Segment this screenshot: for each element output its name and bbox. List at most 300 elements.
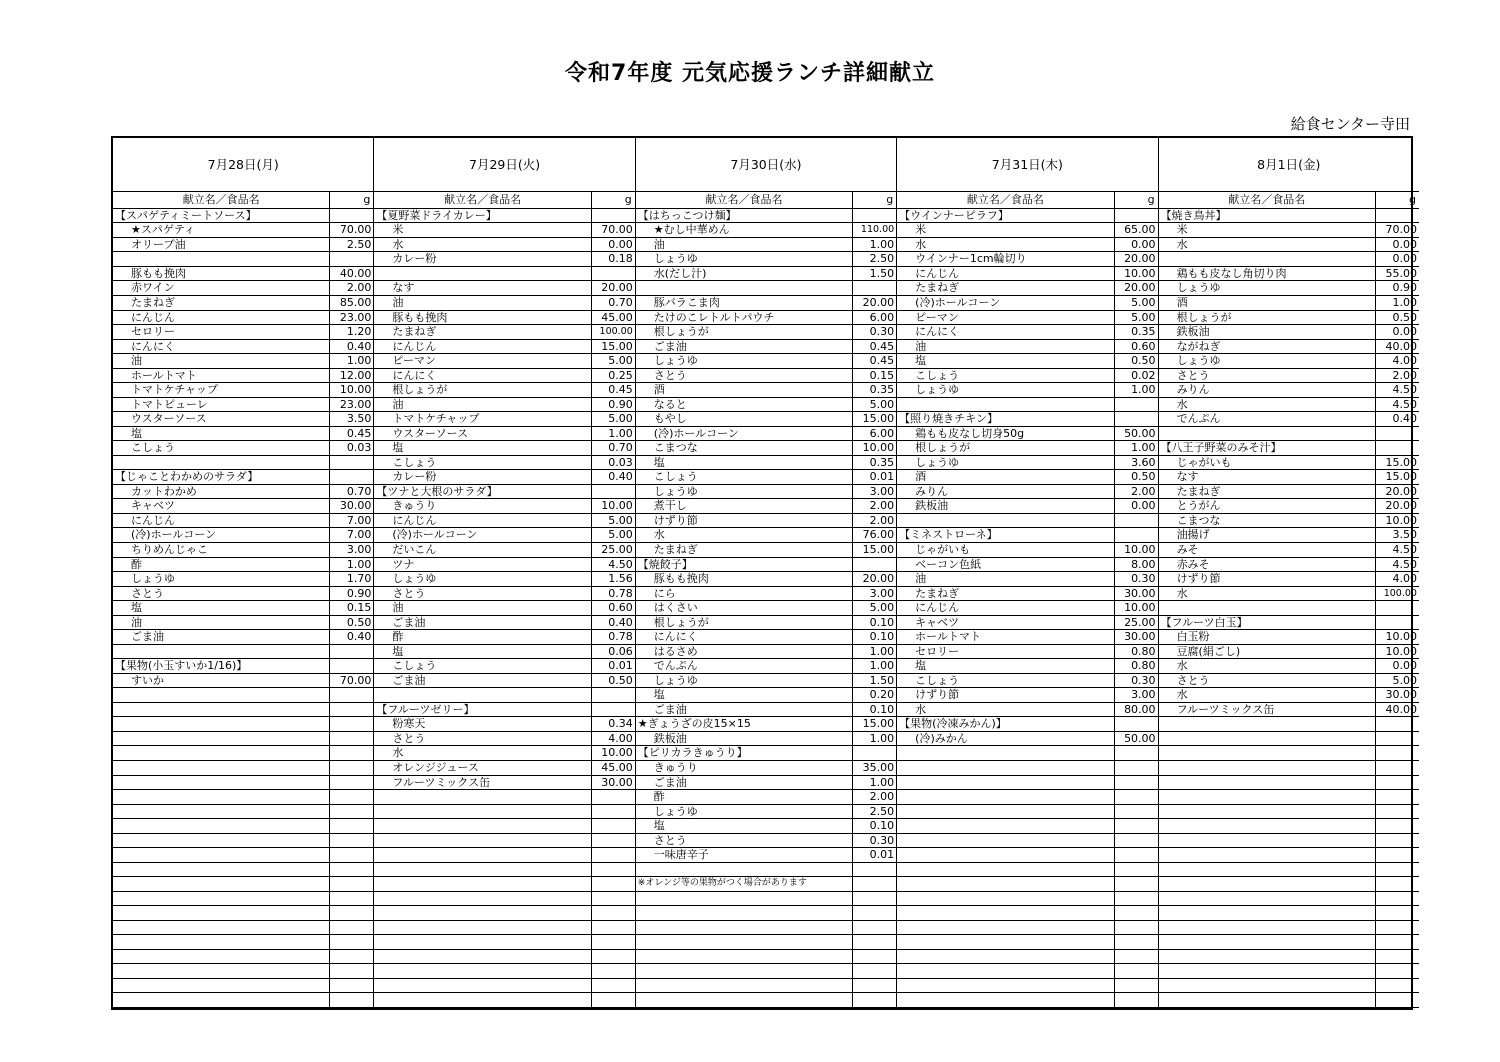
ingredient-name: 水(だし汁) (653, 266, 707, 280)
empty-cell (374, 935, 590, 949)
ingredient-qty: 15.00 (591, 340, 635, 354)
table-row (636, 427, 896, 442)
ingredient-qty: 0.06 (591, 645, 635, 659)
empty-cell (113, 892, 329, 906)
table-row (113, 819, 373, 834)
ingredient-qty: 0.25 (591, 369, 635, 383)
ingredient-qty: 1.00 (1375, 296, 1419, 310)
ingredient-qty: 4.50 (1375, 398, 1419, 412)
empty-cell (1375, 892, 1419, 906)
empty-cell (591, 921, 635, 935)
ingredient-qty: 0.90 (329, 587, 373, 601)
ingredient-qty (852, 558, 896, 572)
empty-cell (852, 935, 896, 949)
ingredient-qty (1114, 209, 1158, 223)
table-row (1159, 427, 1419, 442)
ingredient-name: 塩 (653, 688, 665, 702)
empty-cell (1114, 993, 1158, 1007)
table-row (636, 935, 896, 950)
empty-cell (329, 863, 373, 877)
ingredient-name: (冷)ホールコーン (915, 295, 1001, 309)
table-row (374, 238, 634, 253)
table-row (1159, 383, 1419, 398)
empty-cell (1159, 863, 1375, 877)
empty-cell (591, 964, 635, 978)
day-column (373, 138, 634, 1008)
empty-cell (113, 935, 329, 949)
ingredient-name: さとう (392, 586, 426, 600)
empty-cell (1375, 717, 1419, 731)
table-row (113, 688, 373, 703)
table-row (374, 311, 634, 326)
ingredient-name: ながねぎ (1176, 339, 1221, 353)
ingredient-qty (591, 485, 635, 499)
table-row (897, 964, 1157, 979)
table-row (897, 906, 1157, 921)
ingredient-name: オリーブ油 (131, 237, 186, 251)
ingredient-qty: 10.00 (1114, 543, 1158, 557)
ingredient-qty: 50.00 (1114, 427, 1158, 441)
ingredient-qty (852, 281, 896, 295)
empty-cell (591, 848, 635, 862)
table-row (374, 703, 634, 718)
empty-cell (636, 906, 852, 920)
table-row (113, 993, 373, 1008)
ingredient-qty: 10.00 (1375, 630, 1419, 644)
table-row (897, 921, 1157, 936)
empty-cell (374, 863, 590, 877)
ingredient-qty: 1.56 (591, 572, 635, 586)
table-row (113, 485, 373, 500)
table-row (113, 587, 373, 602)
ingredient-name: 鶏もも皮なし角切り肉 (1176, 266, 1287, 280)
empty-cell (1159, 921, 1375, 935)
ingredient-name: ごま油 (653, 702, 687, 716)
empty-cell (329, 892, 373, 906)
table-row (374, 558, 634, 573)
table-row (636, 616, 896, 631)
footnote: ※オレンジ等の果物がつく場合があります (637, 878, 807, 889)
table-row (636, 470, 896, 485)
ingredient-qty: 10.00 (1375, 645, 1419, 659)
table-row (636, 281, 896, 296)
ingredient-qty: 5.00 (591, 354, 635, 368)
ingredient-qty: 3.60 (1114, 456, 1158, 470)
table-row (1159, 252, 1419, 267)
table-row (1159, 993, 1419, 1008)
table-row (636, 950, 896, 965)
day-date-header: 7月29日(火) (374, 138, 634, 192)
empty-cell (374, 921, 590, 935)
day-date-header: 7月31日(木) (897, 138, 1157, 192)
ingredient-qty: 0.45 (329, 427, 373, 441)
ingredient-qty: 0.00 (1375, 659, 1419, 673)
table-row (1159, 223, 1419, 238)
table-row (374, 398, 634, 413)
table-row (636, 238, 896, 253)
table-row (897, 456, 1157, 471)
table-row (897, 340, 1157, 355)
empty-cell (852, 921, 896, 935)
ingredient-qty: 20.00 (1375, 485, 1419, 499)
ingredient-name (113, 645, 329, 659)
table-row (1159, 616, 1419, 631)
table-row (113, 528, 373, 543)
ingredient-name: たまねぎ (915, 281, 960, 295)
ingredient-name: にんじん (915, 266, 960, 280)
ingredient-qty: 10.00 (1114, 267, 1158, 281)
table-row (636, 514, 896, 529)
empty-cell (374, 993, 590, 1007)
ingredient-qty: 0.80 (1114, 645, 1158, 659)
table-row (113, 761, 373, 776)
empty-cell (1159, 834, 1375, 848)
empty-cell (1375, 848, 1419, 862)
empty-cell (374, 877, 590, 891)
ingredient-name: にんにく (392, 368, 437, 382)
empty-cell (113, 703, 329, 717)
empty-cell (1375, 790, 1419, 804)
empty-cell (897, 746, 1113, 760)
ingredient-name: ウスターソース (392, 426, 469, 440)
ingredient-name: 酢 (392, 630, 404, 644)
ingredient-name: にんじん (915, 601, 960, 615)
table-row (636, 848, 896, 863)
table-row (374, 921, 634, 936)
ingredient-qty: 4.00 (1375, 354, 1419, 368)
ingredient-qty (591, 703, 635, 717)
table-row (897, 281, 1157, 296)
empty-cell (1114, 761, 1158, 775)
ingredient-qty: 0.10 (852, 630, 896, 644)
empty-cell (329, 834, 373, 848)
ingredient-qty: 70.00 (591, 223, 635, 237)
table-row (113, 645, 373, 660)
ingredient-name (1159, 252, 1375, 266)
ingredient-qty: 1.00 (591, 427, 635, 441)
empty-cell (329, 921, 373, 935)
table-row (374, 528, 634, 543)
column-header-qty: g (852, 192, 896, 208)
ingredient-name: さとう (1176, 368, 1210, 382)
ingredient-name: みりん (1176, 383, 1210, 397)
dish-name: 【八王子野菜のみそ汁】 (1160, 441, 1282, 455)
table-row (1159, 717, 1419, 732)
ingredient-qty: 3.50 (329, 412, 373, 426)
empty-cell (636, 921, 852, 935)
ingredient-name: たまねぎ (653, 543, 698, 556)
empty-cell (329, 979, 373, 993)
ingredient-name: しょうゆ (653, 252, 698, 266)
ingredient-qty: 20.00 (1114, 281, 1158, 295)
table-row (374, 892, 634, 907)
table-row (897, 441, 1157, 456)
table-row (113, 892, 373, 907)
day-column (1158, 138, 1419, 1008)
table-row (113, 935, 373, 950)
table-row (1159, 499, 1419, 514)
empty-cell (636, 935, 852, 949)
ingredient-qty: 0.00 (591, 238, 635, 252)
ingredient-qty: 6.00 (852, 311, 896, 325)
empty-cell (113, 950, 329, 964)
ingredient-qty: 7.00 (329, 528, 373, 542)
ingredient-qty: 1.70 (329, 572, 373, 586)
ingredient-name: 一味唐辛子 (653, 848, 709, 862)
ingredient-qty: 0.01 (591, 659, 635, 673)
ingredient-qty: 0.50 (1114, 354, 1158, 368)
ingredient-qty (329, 659, 373, 673)
table-row (897, 369, 1157, 384)
empty-cell (1114, 834, 1158, 848)
empty-cell (374, 819, 590, 833)
table-row (1159, 921, 1419, 936)
empty-cell (897, 993, 1113, 1007)
ingredient-name: 油 (392, 601, 404, 615)
empty-cell (329, 790, 373, 804)
ingredient-qty: 110.00 (852, 223, 896, 237)
dish-name: 【ミネストローネ】 (899, 528, 998, 542)
ingredient-name: 塩 (131, 426, 142, 440)
ingredient-name: 豚バラこま肉 (653, 295, 720, 309)
empty-cell (897, 761, 1113, 775)
empty-cell (852, 993, 896, 1007)
ingredient-name: セロリー (131, 325, 175, 339)
table-row (374, 369, 634, 384)
table-row (1159, 703, 1419, 718)
ingredient-name: にら (653, 586, 676, 600)
ingredient-qty: 55.00 (1375, 267, 1419, 281)
ingredient-name: にんにく (915, 325, 960, 339)
ingredient-qty: 5.00 (1114, 296, 1158, 310)
table-row (1159, 834, 1419, 849)
ingredient-qty: 0.00 (1375, 325, 1419, 339)
table-row (113, 964, 373, 979)
empty-cell (636, 964, 852, 978)
table-row (1159, 950, 1419, 965)
table-row (1159, 805, 1419, 820)
ingredient-qty: 4.50 (1375, 383, 1419, 397)
ingredient-qty: 0.40 (591, 616, 635, 630)
empty-cell (374, 892, 590, 906)
column-header-name: 献立名／食品名 (966, 192, 1044, 206)
table-row (897, 514, 1157, 529)
ingredient-qty: 15.00 (852, 412, 896, 426)
ingredient-qty (591, 688, 635, 702)
table-row (636, 223, 896, 238)
ingredient-qty: 3.00 (329, 543, 373, 557)
table-row (1159, 398, 1419, 413)
empty-cell (113, 819, 329, 833)
table-row (897, 761, 1157, 776)
ingredient-name: 油揚げ (1176, 528, 1210, 542)
table-row (1159, 761, 1419, 776)
empty-cell (1114, 979, 1158, 993)
table-row (636, 717, 896, 732)
table-row (1159, 848, 1419, 863)
table-row (113, 558, 373, 573)
ingredient-qty: 0.40 (591, 470, 635, 484)
ingredient-name: オレンジジュース (392, 760, 479, 774)
ingredient-qty: 2.00 (329, 281, 373, 295)
table-row (1159, 659, 1419, 674)
empty-cell (897, 877, 1113, 891)
empty-cell (329, 906, 373, 920)
table-row (1159, 441, 1419, 456)
table-row (113, 238, 373, 253)
column-header-qty: g (1114, 192, 1158, 208)
empty-cell (591, 834, 635, 848)
column-header-row (374, 192, 634, 209)
column-header-name: 献立名／食品名 (182, 192, 260, 206)
ingredient-name: 水 (1176, 659, 1188, 673)
ingredient-qty: 30.00 (1375, 688, 1419, 702)
ingredient-name: 水 (915, 702, 927, 716)
table-row (113, 790, 373, 805)
table-row (636, 383, 896, 398)
ingredient-qty: 0.34 (591, 717, 635, 731)
table-row (1159, 776, 1419, 791)
ingredient-name: 油 (653, 237, 665, 251)
dish-name: 【スパゲティミートソース】 (115, 208, 257, 222)
table-row (1159, 906, 1419, 921)
empty-cell (1375, 834, 1419, 848)
ingredient-name: たまねぎ (915, 586, 960, 600)
table-row (113, 441, 373, 456)
ingredient-qty: 4.00 (591, 732, 635, 746)
ingredient-qty: 0.40 (329, 630, 373, 644)
empty-cell (897, 819, 1113, 833)
ingredient-qty: 0.03 (329, 441, 373, 455)
ingredient-name: ウスターソース (131, 412, 207, 426)
ingredient-name: しょうゆ (653, 804, 698, 818)
ingredient-qty: 5.00 (591, 412, 635, 426)
ingredient-qty: 70.00 (329, 674, 373, 688)
empty-cell (636, 993, 852, 1007)
ingredient-name: しょうゆ (1176, 281, 1221, 295)
empty-cell (329, 848, 373, 862)
day-column (113, 138, 373, 1008)
ingredient-name: ごま油 (131, 630, 164, 644)
empty-cell (113, 688, 329, 702)
ingredient-qty: 3.00 (852, 485, 896, 499)
table-row (374, 470, 634, 485)
table-row (897, 790, 1157, 805)
table-row (636, 398, 896, 413)
table-row (636, 354, 896, 369)
dish-name: 【フルーツ白玉】 (1160, 615, 1248, 629)
empty-cell (897, 863, 1113, 877)
ingredient-qty: 1.50 (852, 267, 896, 281)
ingredient-name: 水 (653, 528, 665, 542)
table-row (897, 427, 1157, 442)
ingredient-name: キャベツ (131, 499, 175, 513)
empty-cell (1375, 993, 1419, 1007)
ingredient-name: ちりめんじゃこ (131, 543, 208, 556)
empty-cell (329, 935, 373, 949)
dish-name: 【夏野菜ドライカレー】 (376, 208, 497, 222)
empty-cell (329, 717, 373, 731)
empty-cell (1375, 863, 1419, 877)
ingredient-name: こまつな (1176, 513, 1221, 527)
empty-cell (374, 979, 590, 993)
ingredient-qty: 0.15 (852, 369, 896, 383)
table-row (897, 877, 1157, 892)
table-row (113, 834, 373, 849)
table-row (897, 601, 1157, 616)
table-row (113, 456, 373, 471)
ingredient-name: 粉寒天 (392, 717, 426, 731)
column-header-name: 献立名／食品名 (444, 192, 522, 206)
ingredient-name: フルーツミックス缶 (392, 775, 491, 789)
table-row (636, 543, 896, 558)
ingredient-name: たまねぎ (392, 325, 437, 339)
table-row (1159, 979, 1419, 994)
empty-cell (1114, 863, 1158, 877)
empty-cell (1114, 746, 1158, 760)
table-row (374, 223, 634, 238)
empty-cell (1114, 877, 1158, 891)
table-row (897, 746, 1157, 761)
table-row (636, 601, 896, 616)
empty-cell (591, 863, 635, 877)
table-row (636, 819, 896, 834)
ingredient-qty: 20.00 (591, 281, 635, 295)
table-row (636, 587, 896, 602)
table-row (374, 645, 634, 660)
ingredient-qty: 0.30 (852, 834, 896, 848)
empty-cell (1114, 892, 1158, 906)
empty-cell (329, 877, 373, 891)
ingredient-name: 塩 (915, 659, 927, 673)
table-row (897, 543, 1157, 558)
ingredient-name: 油 (131, 615, 142, 629)
ingredient-qty: 15.00 (852, 717, 896, 731)
table-row (113, 209, 373, 224)
table-row (636, 805, 896, 820)
ingredient-name: にんじん (131, 310, 175, 324)
table-row (1159, 543, 1419, 558)
ingredient-name: こしょう (392, 455, 437, 469)
table-row (897, 979, 1157, 994)
empty-cell (1375, 979, 1419, 993)
ingredient-qty: 12.00 (329, 369, 373, 383)
ingredient-name: はるさめ (653, 644, 698, 658)
ingredient-name: さとう (653, 833, 687, 847)
table-row (897, 267, 1157, 282)
ingredient-name: きゅうり (392, 499, 437, 513)
ingredient-name: たけのこレトルトパウチ (653, 310, 775, 324)
ingredient-qty: 0.35 (852, 456, 896, 470)
empty-cell (1114, 964, 1158, 978)
table-row (1159, 892, 1419, 907)
ingredient-name: 水 (392, 746, 404, 760)
ingredient-qty: 0.30 (1114, 572, 1158, 586)
table-row (374, 659, 634, 674)
ingredient-qty: 5.00 (591, 528, 635, 542)
table-row (636, 572, 896, 587)
ingredient-qty: 8.00 (1114, 558, 1158, 572)
table-row (897, 892, 1157, 907)
empty-cell (1159, 892, 1375, 906)
empty-cell (1375, 732, 1419, 746)
table-row (897, 587, 1157, 602)
table-row (1159, 456, 1419, 471)
ingredient-name: ウインナー1cm輪切り (915, 252, 1027, 266)
empty-cell (113, 979, 329, 993)
empty-cell (1159, 717, 1375, 731)
table-row (897, 223, 1157, 238)
